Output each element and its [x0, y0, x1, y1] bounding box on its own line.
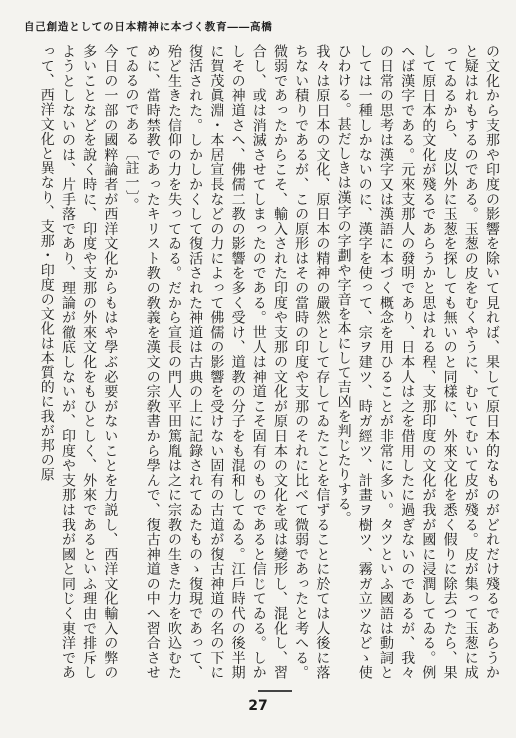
paragraph: 今日の一部の國粹論者が西洋文化からもはや學ぶ必要がないことを力説し、西洋文化輸入の弊の多いことなどを說く時に、印度や支那の外來文化をもひとしく、外來であるといふ理由で排斥しようとしないのは、片手落であり、理論が徹底しないが、印度や支那は我が國と同じく東洋であって、西洋文化と異なり、支那・印度の文化は本質的に我が邦の原: [38, 44, 119, 680]
page-number-rule: [258, 690, 292, 692]
page-number: 27: [248, 698, 268, 714]
paragraph: の文化から支那や印度の影響を除いて見れば、果して原日本的なものがどれだけ殘るであらうかと疑はれもするのである。玉葱の皮をむくやうに、むいてむいて皮が殘る。皮が集って玉葱に成ってゐるから、皮以外に玉葱を探しても無いのと同樣に、外來文化を悉く假りに除去つたら、果して原日本的文化が殘るであらうかと思はれる程、支那印度の文化が我が國に浸潤してゐる。例へば漢字である。元來支那人の發明であり、日本人は之を借用したに過ぎないのであるが、我々の日常の思考は漢字又は漢語に本づく概念を用ひることが非常に多い。タツといふ國語は動詞としては一種しかないのに、漢字を使って、宗ヲ建ツ、時ガ經ツ、計畫ヲ樹ツ、霧ガ立ツなどゝ使ひわける。甚だしきは漢字の字劃や字音を本にして吉凶を判じたりする。: [335, 44, 500, 680]
running-header: 自己創造としての日本精神に本づく教育――高橋: [24, 21, 273, 33]
vertical-body-text: [24, 44, 502, 680]
paragraph: 我々は原日本の文化、原日本の精神の嚴然として存してゐたことを信ずることに於ては人後に落ちない積りであるが、この原形はその當時の印度や支那のそれに比べて微弱であったと考へる。微弱であったからこそ、輸入された印度や支那の文化が原日本の文化を或は變形し、混化し、習合し、或は消滅させてしまったのである。世人は神道こそ固有のものであると信じてゐる。しかしその神道さへ、佛儒二教の影響を多く受け、道教の分子をも混和してゐる。江戶時代の後半期に賀茂眞淵・本居宣長などの力によって佛儒の影響を受けない固有の古道が復古神道の名の下に復活された。しかしかくして復活された神道は古典の上に記錄されてゐたものゝ復現であって、殆ど生きた信仰の力を失ってゐる。だから宣長の門人平田篤胤は之に宗教の生きた力を吹込むために、當時禁教であったキリスト教の敎義を漢文の宗敎書から學んで、復古神道の中へ習合させてゐるのである〔註一〕。: [123, 44, 331, 680]
